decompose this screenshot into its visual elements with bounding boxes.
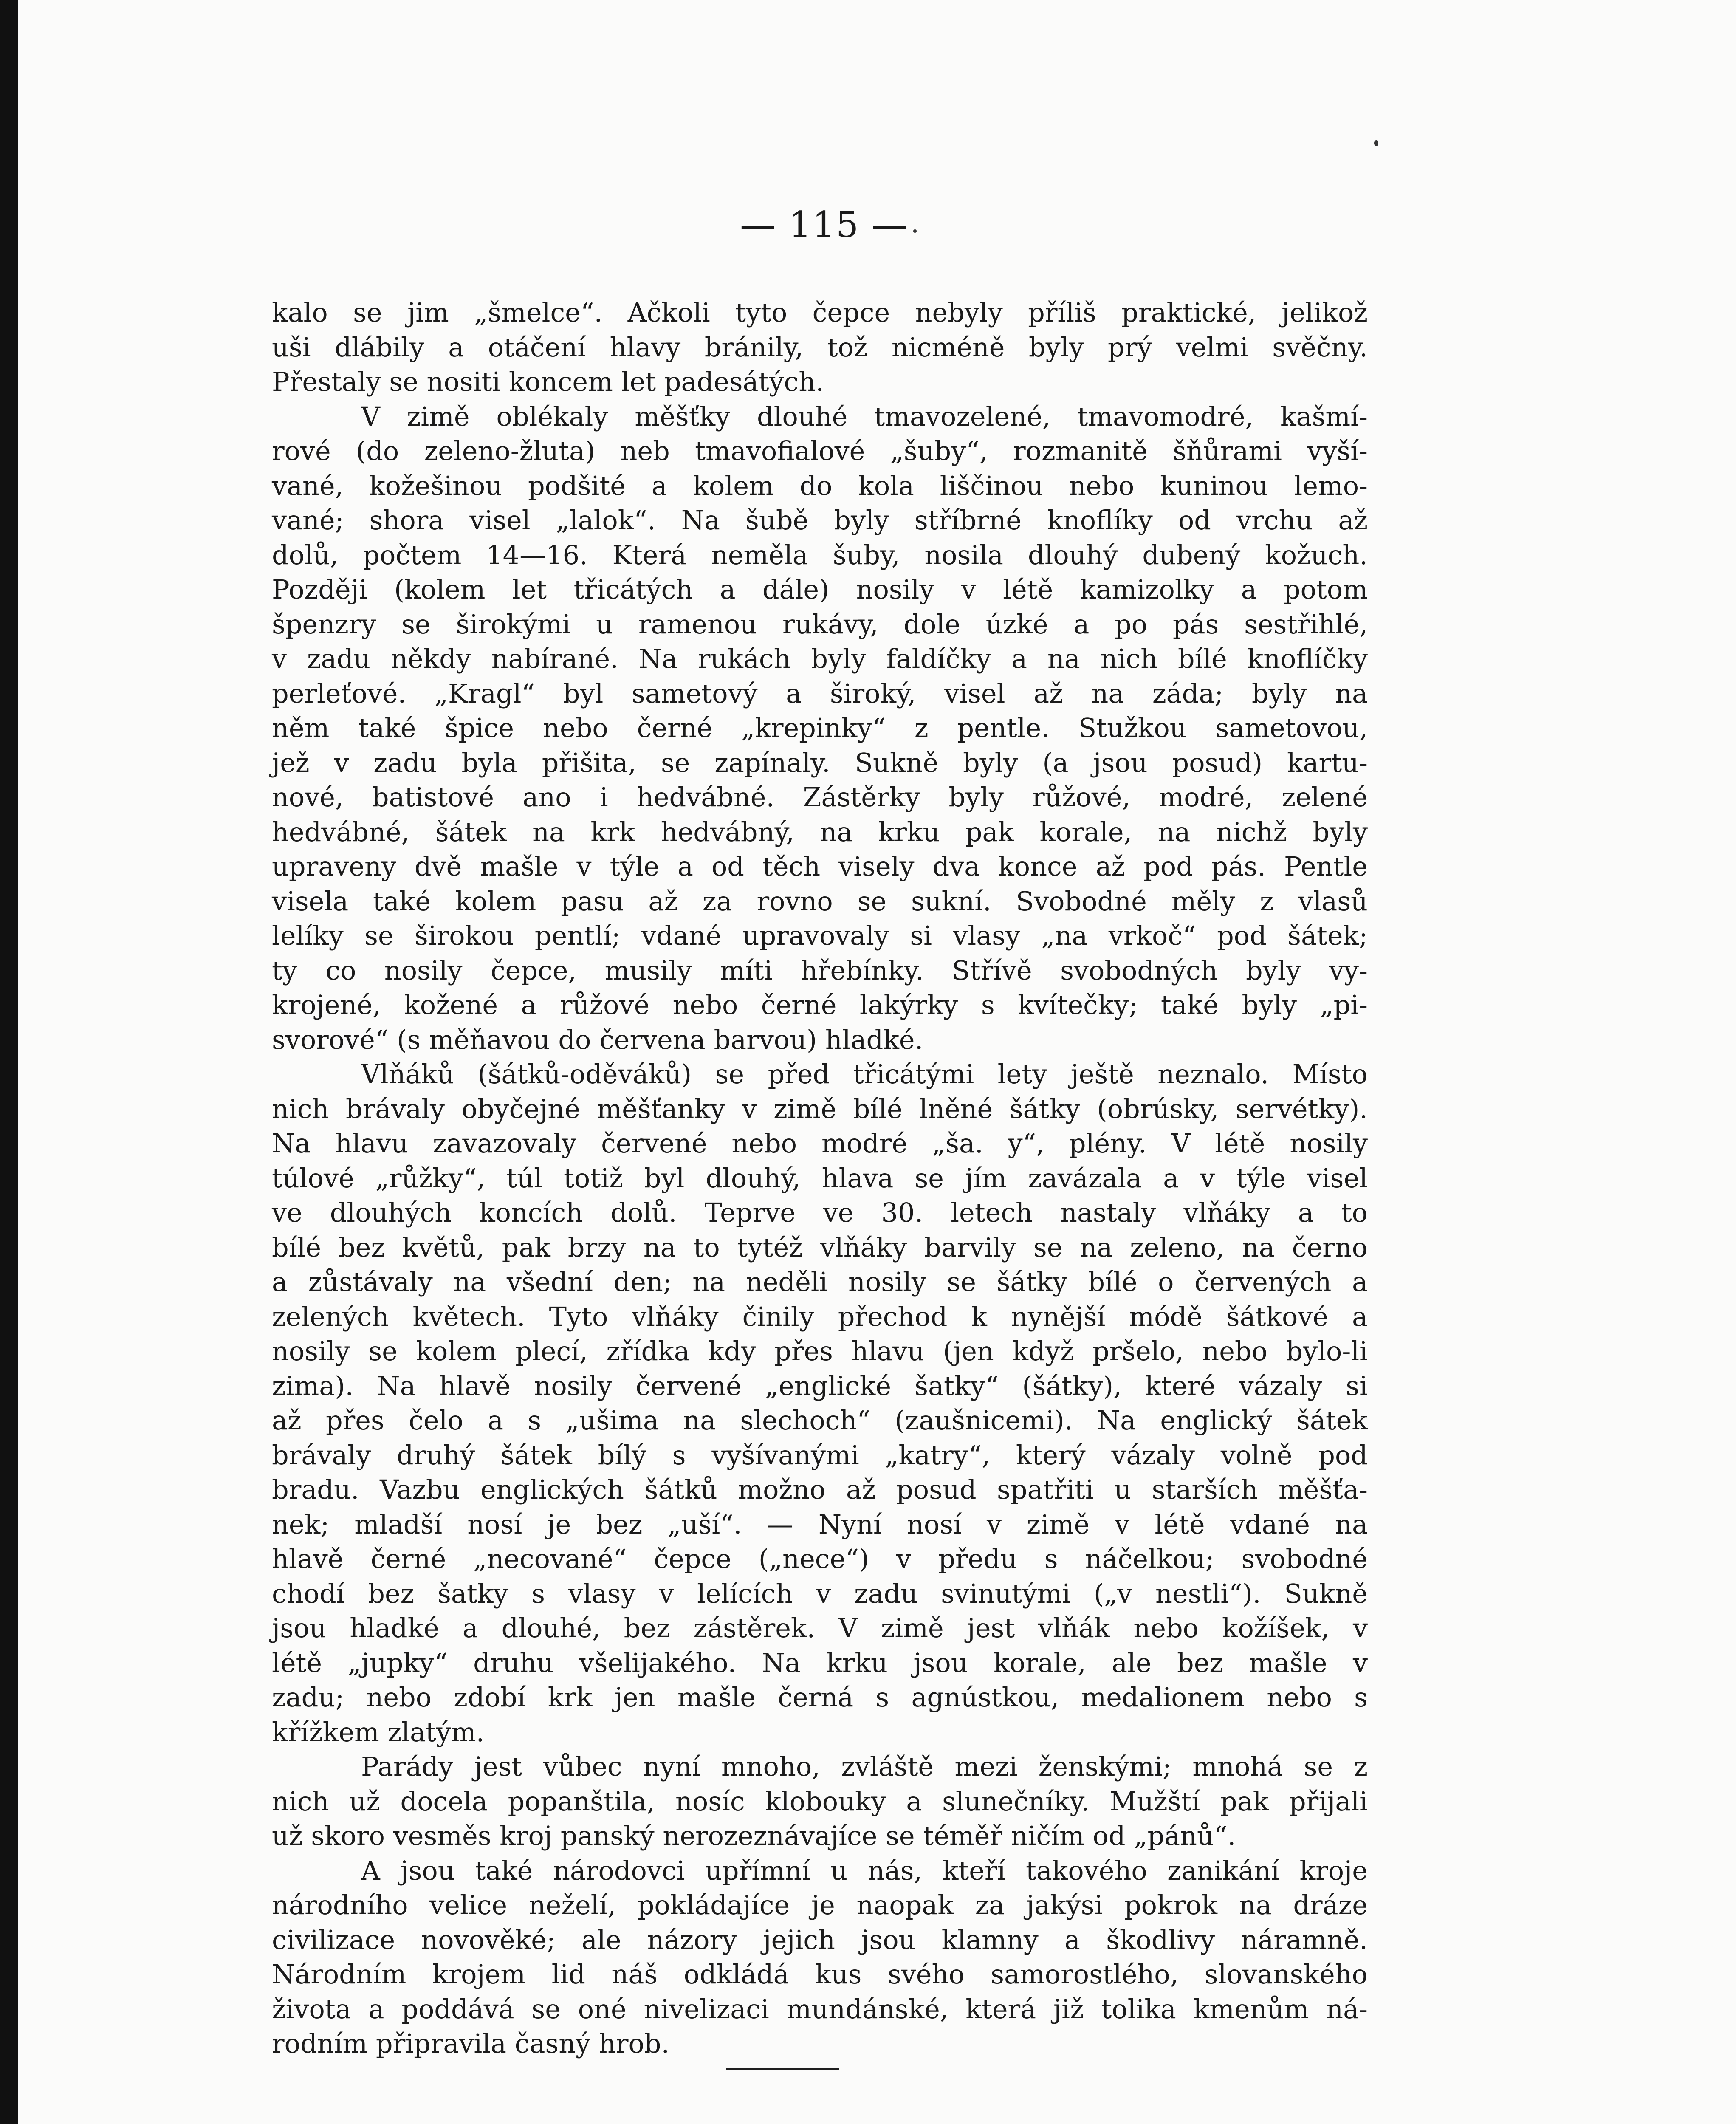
text-line: létě „jupky“ druhu všelijakého. Na krku jsou korale, ale bez mašle v [272, 1647, 1368, 1678]
scan-border-left [0, 0, 18, 2124]
text-line: A jsou také národovci upřímní u nás, kteří takového zanikání kroje [361, 1855, 1368, 1886]
body-text [272, 295, 1368, 2061]
scan-speck [1374, 140, 1378, 146]
text-line: perleťové. „Kragl“ byl sametový a široký, visel až na záda; byly na [272, 678, 1368, 709]
text-line: života a poddává se oné nivelizaci mundánské, která již tolika kmenům ná- [272, 1993, 1368, 2025]
text-line: zadu; nebo zdobí krk jen mašle černá s agnústkou, medalionem nebo s [272, 1682, 1368, 1713]
text-line: Národním krojem lid náš odkládá kus svého samorostlého, slovanského [272, 1959, 1368, 1990]
text-line: nosily se kolem plecí, zřídka kdy přes hlavu (jen když pršelo, nebo bylo-li [272, 1336, 1368, 1367]
text-line: a zůstávaly na všední den; na neděli nosily se šátky bílé o červených a [272, 1266, 1368, 1297]
text-line: až přes čelo a s „ušima na slechoch“ (zaušnicemi). Na englický šátek [272, 1405, 1368, 1436]
text-line: už skoro vesměs kroj panský nerozeznávajíce se téměř ničím od „pánů“. [272, 1820, 1236, 1851]
text-line: kalo se jim „šmelce“. Ačkoli tyto čepce nebyly příliš praktické, jelikož [272, 297, 1368, 328]
text-line: svorové“ (s měňavou do červena barvou) hladké. [272, 1024, 923, 1055]
text-line: upraveny dvě mašle v týle a od těch visely dva konce až pod pás. Pentle [272, 851, 1368, 882]
text-line: v zadu někdy nabírané. Na rukách byly faldíčky a na nich bílé knoflíčky [272, 643, 1368, 674]
text-line: bradu. Vazbu englických šátků možno až posud spatřiti u starších měšťa- [272, 1474, 1368, 1505]
text-line: Později (kolem let třicátých a dále) nosily v létě kamizolky a potom [272, 574, 1368, 605]
text-line: vané; shora visel „lalok“. Na šubě byly stříbrné knoflíky od vrchu až [272, 505, 1368, 536]
text-line: nové, batistové ano i hedvábné. Zástěrky byly růžové, modré, zelené [272, 782, 1368, 813]
text-line: Na hlavu zavazovaly červené nebo modré „ša. y“, plény. V létě nosily [272, 1128, 1368, 1159]
text-line: Vlňáků (šátků-oděváků) se před třicátými lety ještě neznalo. Místo [361, 1059, 1368, 1090]
text-line: dolů, počtem 14—16. Která neměla šuby, nosila dlouhý dubený kožuch. [272, 539, 1368, 571]
text-line: hedvábné, šátek na krk hedvábný, na krku pak korale, na nichž byly [272, 816, 1368, 847]
text-line: túlové „růžky“, túl totiž byl dlouhý, hlava se jím zavázala a v týle visel [272, 1162, 1368, 1194]
text-line: Přestaly se nositi koncem let padesátých. [272, 366, 824, 397]
text-line: zelených květech. Tyto vlňáky činily přechod k nynější módě šátkové a [272, 1301, 1368, 1332]
page-number: — 115 — [740, 204, 908, 246]
end-rule [726, 2068, 839, 2070]
text-line: Parády jest vůbec nyní mnoho, zvláště mezi ženskými; mnohá se z [361, 1751, 1368, 1782]
text-line: civilizace novověké; ale názory jejich jsou klamny a škodlivy náramně. [272, 1924, 1368, 1955]
text-line: vané, kožešinou podšité a kolem do kola liščinou nebo kuninou lemo- [272, 470, 1368, 501]
text-line: chodí bez šatky s vlasy v lelících v zadu svinutými („v nestli“). Sukně [272, 1578, 1368, 1609]
text-line: V zimě oblékaly měšťky dlouhé tmavozelené, tmavomodré, kašmí- [361, 401, 1368, 432]
text-line: visela také kolem pasu až za rovno se sukní. Svobodné měly z vlasů [272, 885, 1368, 917]
text-line: brávaly druhý šátek bílý s vyšívanými „katry“, který vázaly volně pod [272, 1439, 1368, 1471]
text-line: hlavě černé „necované“ čepce („nece“) v předu s náčelkou; svobodné [272, 1543, 1368, 1574]
text-line: jsou hladké a dlouhé, bez zástěrek. V zimě jest vlňák nebo kožíšek, v [272, 1613, 1368, 1644]
text-line: zima). Na hlavě nosily červené „englické šatky“ (šátky), které vázaly si [272, 1370, 1368, 1401]
text-line: krojené, kožené a růžové nebo černé lakýrky s kvítečky; také byly „pi- [272, 989, 1368, 1020]
text-line: křížkem zlatým. [272, 1716, 485, 1748]
text-line: nich už docela popanštila, nosíc klobouky a slunečníky. Mužští pak přijali [272, 1785, 1368, 1817]
text-line: jež v zadu byla přišita, se zapínaly. Sukně byly (a jsou posud) kartu- [272, 747, 1368, 778]
text-line: lelíky se širokou pentlí; vdané upravovaly si vlasy „na vrkoč“ pod šátek; [272, 920, 1368, 951]
text-line: něm také špice nebo černé „krepinky“ z pentle. Stužkou sametovou, [272, 712, 1368, 743]
text-line: ve dlouhých koncích dolů. Teprve ve 30. letech nastaly vlňáky a to [272, 1197, 1368, 1228]
text-line: bílé bez květů, pak brzy na to tytéž vlňáky barvily se na zeleno, na černo [272, 1231, 1368, 1263]
text-line: nek; mladší nosí je bez „uší“. — Nyní nosí v zimě v létě vdané na [272, 1508, 1368, 1540]
text-line: ty co nosily čepce, musily míti hřebínky. Střívě svobodných byly vy- [272, 955, 1368, 986]
text-line: špenzry se širokými u ramenou rukávy, dole úzké a po pás sestřihlé, [272, 608, 1368, 640]
text-line: nich brávaly obyčejné měšťanky v zimě bílé lněné šátky (obrúsky, servétky). [272, 1093, 1368, 1124]
text-line: rodním připravila časný hrob. [272, 2028, 670, 2059]
text-line: národního velice neželí, pokládajíce je naopak za jakýsi pokrok na dráze [272, 1890, 1368, 1921]
text-line: uši dlábily a otáčení hlavy bránily, tož nicméně byly prý velmi svěčny. [272, 331, 1368, 363]
text-line: rové (do zeleno-žluta) neb tmavofialové „šuby“, rozmanitě šňůrami vyší- [272, 435, 1368, 466]
